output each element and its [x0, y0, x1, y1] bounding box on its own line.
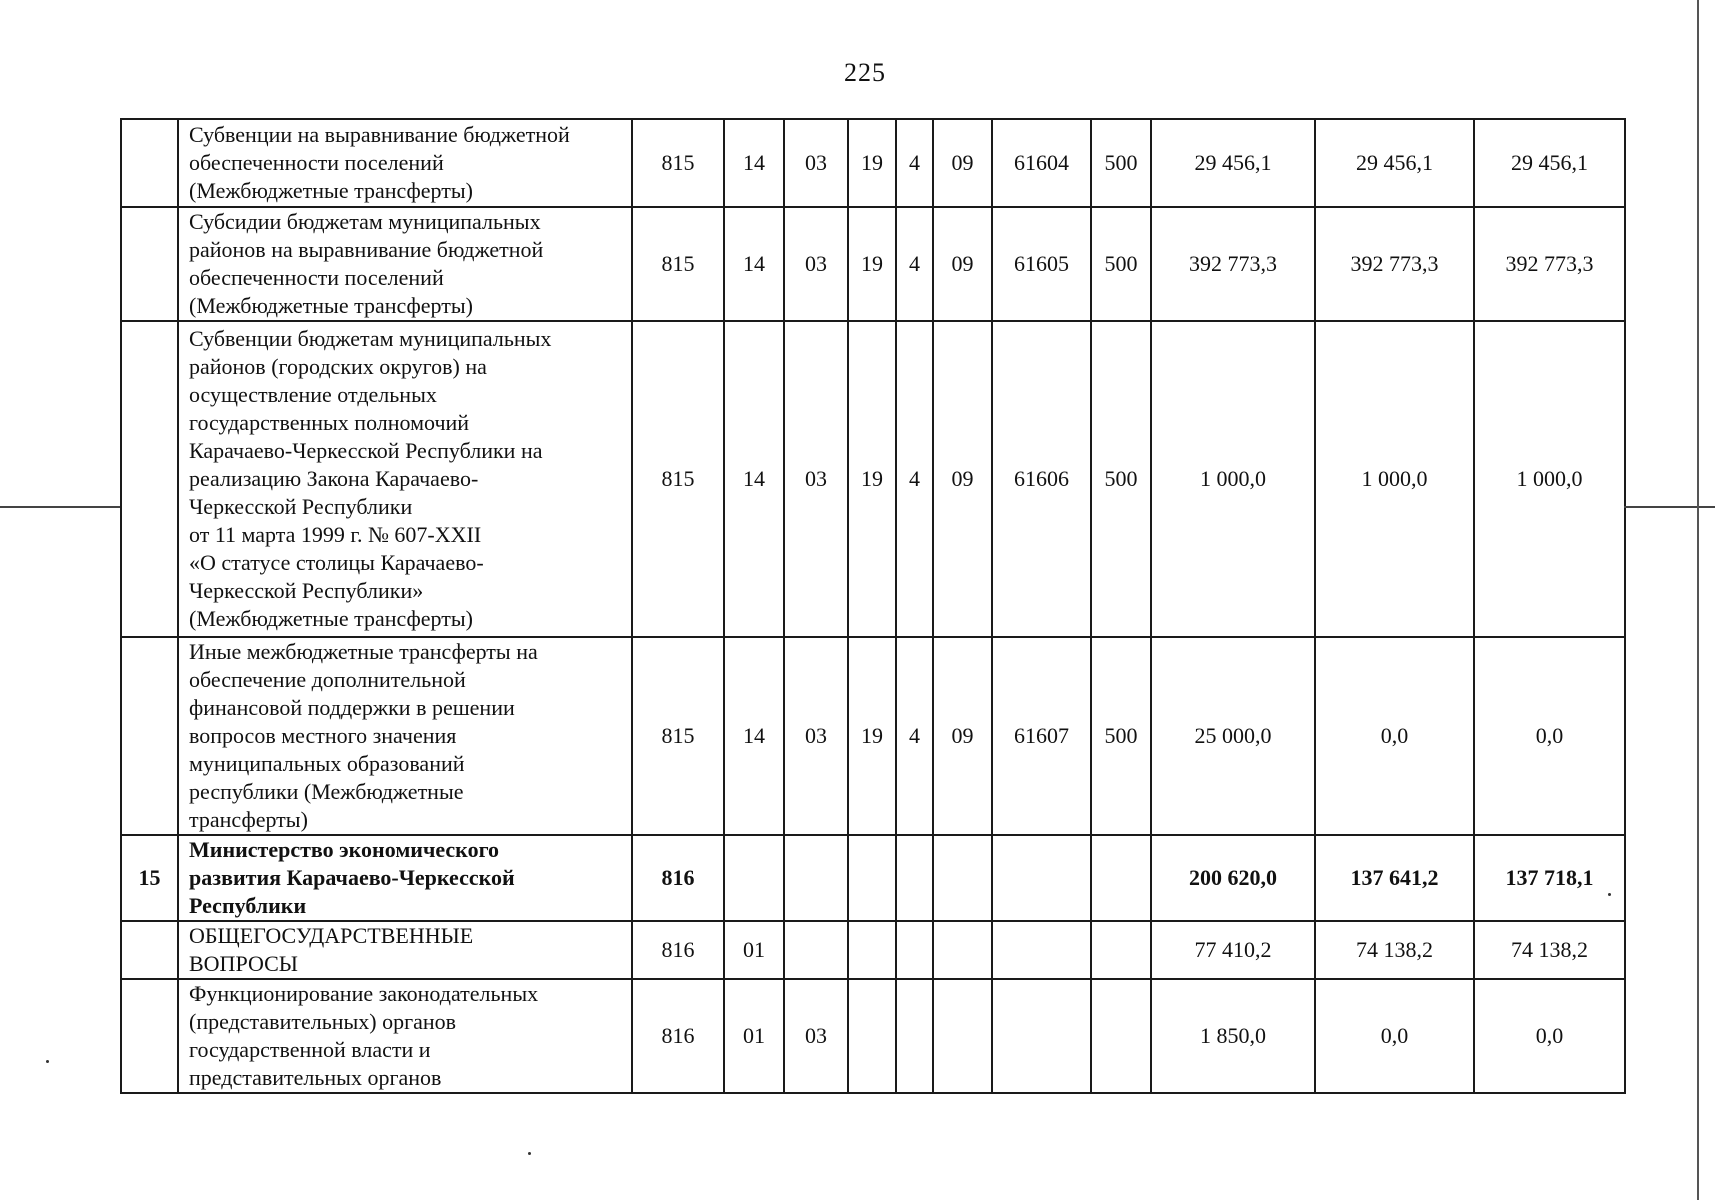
cell-amount-year-2: 1 000,0 — [1315, 321, 1474, 637]
cell-amount-year-1: 392 773,3 — [1151, 207, 1315, 321]
description-line: обеспечение дополнительной — [189, 667, 466, 692]
description-line: обеспеченности поселений — [189, 150, 444, 175]
cell-amount-year-2: 137 641,2 — [1315, 835, 1474, 921]
cell-subprogram: 4 — [896, 119, 933, 207]
description-line: Иные межбюджетные трансферты на — [189, 639, 538, 664]
description-line: Субвенции бюджетам муниципальных — [189, 326, 552, 351]
cell-amount-year-3: 74 138,2 — [1474, 921, 1625, 979]
cell-expense-type — [1091, 835, 1151, 921]
cell-amount-year-3: 137 718,1 — [1474, 835, 1625, 921]
description-line: районов (городских округов) на — [189, 354, 487, 379]
cell-expense-type: 500 — [1091, 637, 1151, 835]
cell-amount-year-2: 0,0 — [1315, 979, 1474, 1093]
cell-subprogram — [896, 921, 933, 979]
cell-direction — [992, 835, 1091, 921]
cell-description — [178, 835, 632, 921]
cell-direction — [992, 979, 1091, 1093]
cell-subsection: 03 — [784, 207, 848, 321]
description-line: (Межбюджетные трансферты) — [189, 606, 473, 631]
cell-description — [178, 979, 632, 1093]
cell-expense-type: 500 — [1091, 119, 1151, 207]
cell-expense-type — [1091, 979, 1151, 1093]
cell-ministry-code: 816 — [632, 835, 724, 921]
cell-basic-event: 09 — [933, 119, 992, 207]
cell-amount-year-2: 29 456,1 — [1315, 119, 1474, 207]
cell-program: 19 — [848, 637, 896, 835]
cell-description — [178, 921, 632, 979]
cell-subprogram — [896, 835, 933, 921]
cell-section: 01 — [724, 979, 784, 1093]
cell-description — [178, 119, 632, 207]
scan-edge-line — [1697, 0, 1699, 1200]
description-line: финансовой поддержки в решении — [189, 695, 515, 720]
page-number: 225 — [844, 58, 886, 87]
cell-description — [178, 321, 632, 637]
cell-subsection: 03 — [784, 321, 848, 637]
cell-section: 14 — [724, 321, 784, 637]
cell-row-number — [121, 321, 178, 637]
table-row — [121, 207, 1625, 321]
description-line: государственной власти и — [189, 1037, 431, 1062]
cell-description — [178, 207, 632, 321]
table-row — [121, 921, 1625, 979]
cell-row-number: 15 — [121, 835, 178, 921]
cell-basic-event — [933, 835, 992, 921]
description-line: Черкесской Республики» — [189, 578, 424, 603]
description-line: (представительных) органов — [189, 1009, 457, 1034]
cell-subsection — [784, 835, 848, 921]
scan-speck — [46, 1060, 49, 1063]
cell-basic-event: 09 — [933, 637, 992, 835]
description-line: Черкесской Республики — [189, 494, 413, 519]
cell-ministry-code: 816 — [632, 979, 724, 1093]
cell-amount-year-1: 77 410,2 — [1151, 921, 1315, 979]
cell-subprogram: 4 — [896, 321, 933, 637]
description-line: ВОПРОСЫ — [189, 951, 298, 976]
cell-amount-year-3: 29 456,1 — [1474, 119, 1625, 207]
table-row — [121, 835, 1625, 921]
scan-fold-line-left — [0, 506, 120, 508]
description-line: представительных органов — [189, 1065, 442, 1090]
description-line: республики (Межбюджетные — [189, 779, 464, 804]
cell-basic-event: 09 — [933, 207, 992, 321]
cell-direction: 61607 — [992, 637, 1091, 835]
scan-speck — [528, 1152, 531, 1155]
description-line: государственных полномочий — [189, 410, 470, 435]
cell-amount-year-1: 1 850,0 — [1151, 979, 1315, 1093]
description-line: Субсидии бюджетам муниципальных — [189, 209, 541, 234]
cell-subsection: 03 — [784, 637, 848, 835]
scan-fold-line-right — [1624, 506, 1715, 508]
description-line: ОБЩЕГОСУДАРСТВЕННЫЕ — [189, 923, 474, 948]
cell-amount-year-1: 200 620,0 — [1151, 835, 1315, 921]
cell-description — [178, 637, 632, 835]
description-line: обеспеченности поселений — [189, 265, 444, 290]
description-line: Карачаево-Черкесской Республики на — [189, 438, 543, 463]
cell-ministry-code: 816 — [632, 921, 724, 979]
cell-expense-type: 500 — [1091, 207, 1151, 321]
cell-row-number — [121, 207, 178, 321]
cell-direction: 61606 — [992, 321, 1091, 637]
description-line: (Межбюджетные трансферты) — [189, 293, 473, 318]
description-line: Республики — [189, 893, 307, 918]
cell-program: 19 — [848, 119, 896, 207]
cell-ministry-code: 815 — [632, 321, 724, 637]
table-row — [121, 979, 1625, 1093]
cell-subprogram: 4 — [896, 207, 933, 321]
cell-direction — [992, 921, 1091, 979]
cell-subprogram: 4 — [896, 637, 933, 835]
cell-amount-year-3: 0,0 — [1474, 637, 1625, 835]
table-body — [121, 119, 1625, 1093]
description-line: Министерство экономического — [189, 837, 500, 862]
table-row — [121, 119, 1625, 207]
cell-basic-event: 09 — [933, 321, 992, 637]
cell-section: 14 — [724, 119, 784, 207]
table-row — [121, 321, 1625, 637]
cell-amount-year-1: 1 000,0 — [1151, 321, 1315, 637]
cell-amount-year-3: 1 000,0 — [1474, 321, 1625, 637]
description-line: Субвенции на выравнивание бюджетной — [189, 122, 570, 147]
scan-speck — [1608, 893, 1611, 896]
cell-subsection: 03 — [784, 119, 848, 207]
description-line: реализацию Закона Карачаево- — [189, 466, 479, 491]
cell-section: 14 — [724, 637, 784, 835]
cell-section: 01 — [724, 921, 784, 979]
description-line: от 11 марта 1999 г. № 607-XXII — [189, 522, 482, 547]
cell-direction: 61605 — [992, 207, 1091, 321]
budget-table — [120, 118, 1626, 1094]
description-line: (Межбюджетные трансферты) — [189, 178, 473, 203]
cell-amount-year-2: 74 138,2 — [1315, 921, 1474, 979]
cell-amount-year-2: 392 773,3 — [1315, 207, 1474, 321]
description-line: трансферты) — [189, 807, 308, 832]
cell-section — [724, 835, 784, 921]
cell-expense-type: 500 — [1091, 321, 1151, 637]
cell-amount-year-1: 29 456,1 — [1151, 119, 1315, 207]
cell-program — [848, 979, 896, 1093]
description-line: вопросов местного значения — [189, 723, 457, 748]
description-line: Функционирование законодательных — [189, 981, 539, 1006]
cell-expense-type — [1091, 921, 1151, 979]
cell-row-number — [121, 637, 178, 835]
table-row — [121, 637, 1625, 835]
cell-direction: 61604 — [992, 119, 1091, 207]
description-line: развития Карачаево-Черкесской — [189, 865, 515, 890]
cell-row-number — [121, 979, 178, 1093]
description-line: муниципальных образований — [189, 751, 465, 776]
cell-program — [848, 921, 896, 979]
cell-row-number — [121, 921, 178, 979]
cell-subsection: 03 — [784, 979, 848, 1093]
cell-amount-year-3: 392 773,3 — [1474, 207, 1625, 321]
description-line: «О статусе столицы Карачаево- — [189, 550, 484, 575]
cell-section: 14 — [724, 207, 784, 321]
cell-ministry-code: 815 — [632, 207, 724, 321]
cell-basic-event — [933, 921, 992, 979]
cell-ministry-code: 815 — [632, 637, 724, 835]
cell-amount-year-2: 0,0 — [1315, 637, 1474, 835]
cell-subsection — [784, 921, 848, 979]
cell-row-number — [121, 119, 178, 207]
cell-program: 19 — [848, 321, 896, 637]
description-line: осуществление отдельных — [189, 382, 437, 407]
cell-basic-event — [933, 979, 992, 1093]
cell-amount-year-3: 0,0 — [1474, 979, 1625, 1093]
cell-program — [848, 835, 896, 921]
cell-subprogram — [896, 979, 933, 1093]
cell-amount-year-1: 25 000,0 — [1151, 637, 1315, 835]
cell-program: 19 — [848, 207, 896, 321]
cell-ministry-code: 815 — [632, 119, 724, 207]
description-line: районов на выравнивание бюджетной — [189, 237, 544, 262]
